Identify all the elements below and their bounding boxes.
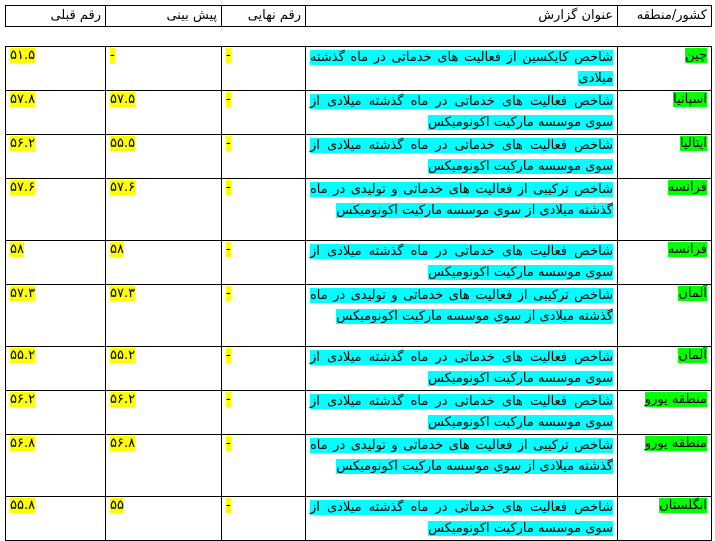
table-row [6,179,712,241]
data-table [5,46,712,541]
country-cell: فرانسه [667,180,707,195]
title-cell: شاخص ترکیبی از فعالیت های خدماتی و تولیدی در ماه گذشته میلادی از سوی موسسه مارکیت اکونومیکس [310,288,613,324]
title-cell: شاخص فعالیت های خدماتی در ماه گذشته میلادی از سوی موسسه مارکیت اکونومیکس [310,244,613,280]
final-value: - [226,286,231,301]
title-cell: شاخص کایکسین از فعالیت های خدماتی در ماه گذشته میلادی [310,50,613,86]
table-row [6,497,712,541]
forecast-value: ۵۶.۲ [110,392,136,407]
header-previous: رقم قبلی [6,6,106,27]
country-cell: منطقه یورو [644,436,707,451]
forecast-value: ۵۷.۵ [110,92,136,107]
table-row [6,241,712,285]
title-cell: شاخص فعالیت های خدماتی در ماه گذشته میلادی از سوی موسسه مارکیت اکونومیکس [310,94,613,130]
table-row [6,91,712,135]
table-row [6,135,712,179]
final-value: - [226,242,231,257]
previous-value: ۵۶.۲ [10,392,36,407]
header-row [6,6,712,27]
final-value: - [226,392,231,407]
final-value: - [226,180,231,195]
country-cell: آلمان [678,286,707,301]
forecast-value: ۵۷.۳ [110,286,136,301]
forecast-value: ۵۸ [110,242,124,257]
country-cell: آلمان [678,348,707,363]
final-value: - [226,348,231,363]
header-country: کشور/منطقه [618,6,712,27]
title-cell: شاخص فعالیت های خدماتی در ماه گذشته میلادی از سوی موسسه مارکیت اکونومیکس [310,138,613,174]
final-value: - [226,48,231,63]
table-row [6,347,712,391]
country-cell: انگلستان [659,498,707,513]
country-cell: منطقه یورو [644,392,707,407]
country-cell: اسپانیا [673,92,707,107]
previous-value: ۵۷.۶ [10,180,36,195]
final-value: - [226,498,231,513]
forecast-value: ۵۵ [110,498,124,513]
previous-value: ۵۶.۲ [10,136,36,151]
forecast-value: ۵۷.۶ [110,180,136,195]
table-row [6,391,712,435]
forecast-value: ۵۶.۸ [110,436,136,451]
final-value: - [226,136,231,151]
table-row [6,47,712,91]
previous-value: ۵۸ [10,242,24,257]
title-cell: شاخص ترکیبی از فعالیت های خدماتی و تولیدی در ماه گذشته میلادی از سوی موسسه مارکیت اکونومیکس [310,182,613,218]
forecast-value: ۵۵.۲ [110,348,136,363]
forecast-value: ۵۵.۵ [110,136,136,151]
header-final: رقم نهایی [222,6,306,27]
header-table [5,5,712,27]
header-forecast: پیش بینی [106,6,222,27]
title-cell: شاخص فعالیت های خدماتی در ماه گذشته میلادی از سوی موسسه مارکیت اکونومیکس [310,350,613,386]
previous-value: ۵۷.۳ [10,286,36,301]
table-row [6,435,712,497]
header-title: عنوان گزارش [306,6,618,27]
previous-value: ۵۶.۸ [10,436,36,451]
title-cell: شاخص فعالیت های خدماتی در ماه گذشته میلادی از سوی موسسه مارکیت اکونومیکس [310,500,613,536]
previous-value: ۵۱.۵ [10,48,36,63]
forecast-value: - [110,48,115,63]
title-cell: شاخص ترکیبی از فعالیت های خدماتی و تولیدی در ماه گذشته میلادی از سوی موسسه مارکیت اکونومیکس [310,438,613,474]
table-row [6,285,712,347]
previous-value: ۵۵.۸ [10,498,36,513]
final-value: - [226,436,231,451]
previous-value: ۵۷.۸ [10,92,36,107]
country-cell: چین [685,48,707,63]
country-cell: فرانسه [667,242,707,257]
country-cell: ایتالیا [680,136,707,151]
previous-value: ۵۵.۲ [10,348,36,363]
title-cell: شاخص فعالیت های خدماتی در ماه گذشته میلادی از سوی موسسه مارکیت اکونومیکس [310,394,613,430]
final-value: - [226,92,231,107]
